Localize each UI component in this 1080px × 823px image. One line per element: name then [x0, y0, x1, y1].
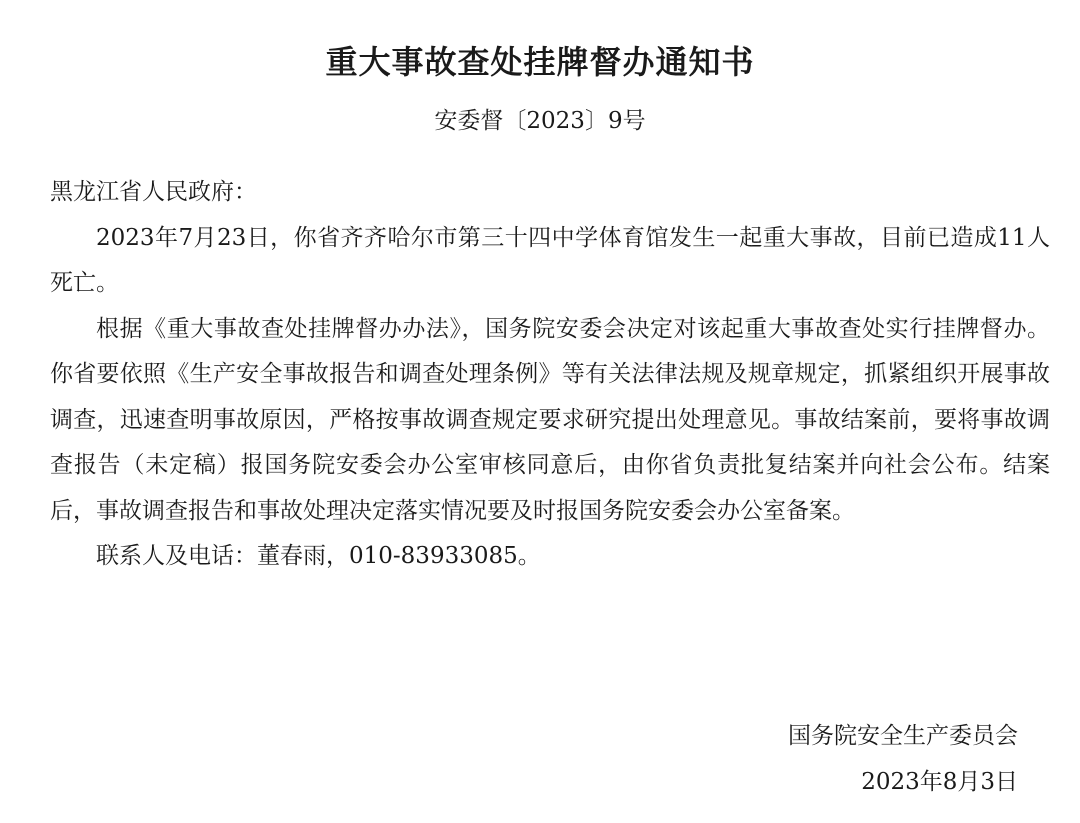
- issuer-signature: 国务院安全生产委员会: [788, 723, 1018, 749]
- document-number: 安委督〔2023〕9号: [434, 108, 646, 134]
- document-body: [50, 170, 1050, 580]
- paragraph-incident: 2023年7月23日，你省齐齐哈尔市第三十四中学体育馆发生一起重大事故，目前已造成11人死亡。: [50, 224, 1050, 296]
- document-title: 重大事故查处挂牌督办通知书: [325, 43, 755, 81]
- paragraph-supervision: 根据《重大事故查处挂牌督办办法》，国务院安委会决定对该起重大事故查处实行挂牌督办。你省要依照《生产安全事故报告和调查处理条例》等有关法律法规及规章规定，抓紧组织开展事故调查，迅速查明事故原因，严格按事故调查规定要求研究提出处理意见。事故结案前，要将事故调查报告（未定稿）报国务院安委会办公室审核同意后，由你省负责批复结案并向社会公布。结案后，事故调查报告和事故处理决定落实情况要及时报国务院安委会办公室备案。: [50, 315, 1050, 524]
- issue-date: 2023年8月3日: [861, 769, 1018, 795]
- salutation: 黑龙江省人民政府：: [50, 179, 257, 205]
- paragraph-contact: 联系人及电话：董春雨，010-83933085。: [96, 543, 541, 569]
